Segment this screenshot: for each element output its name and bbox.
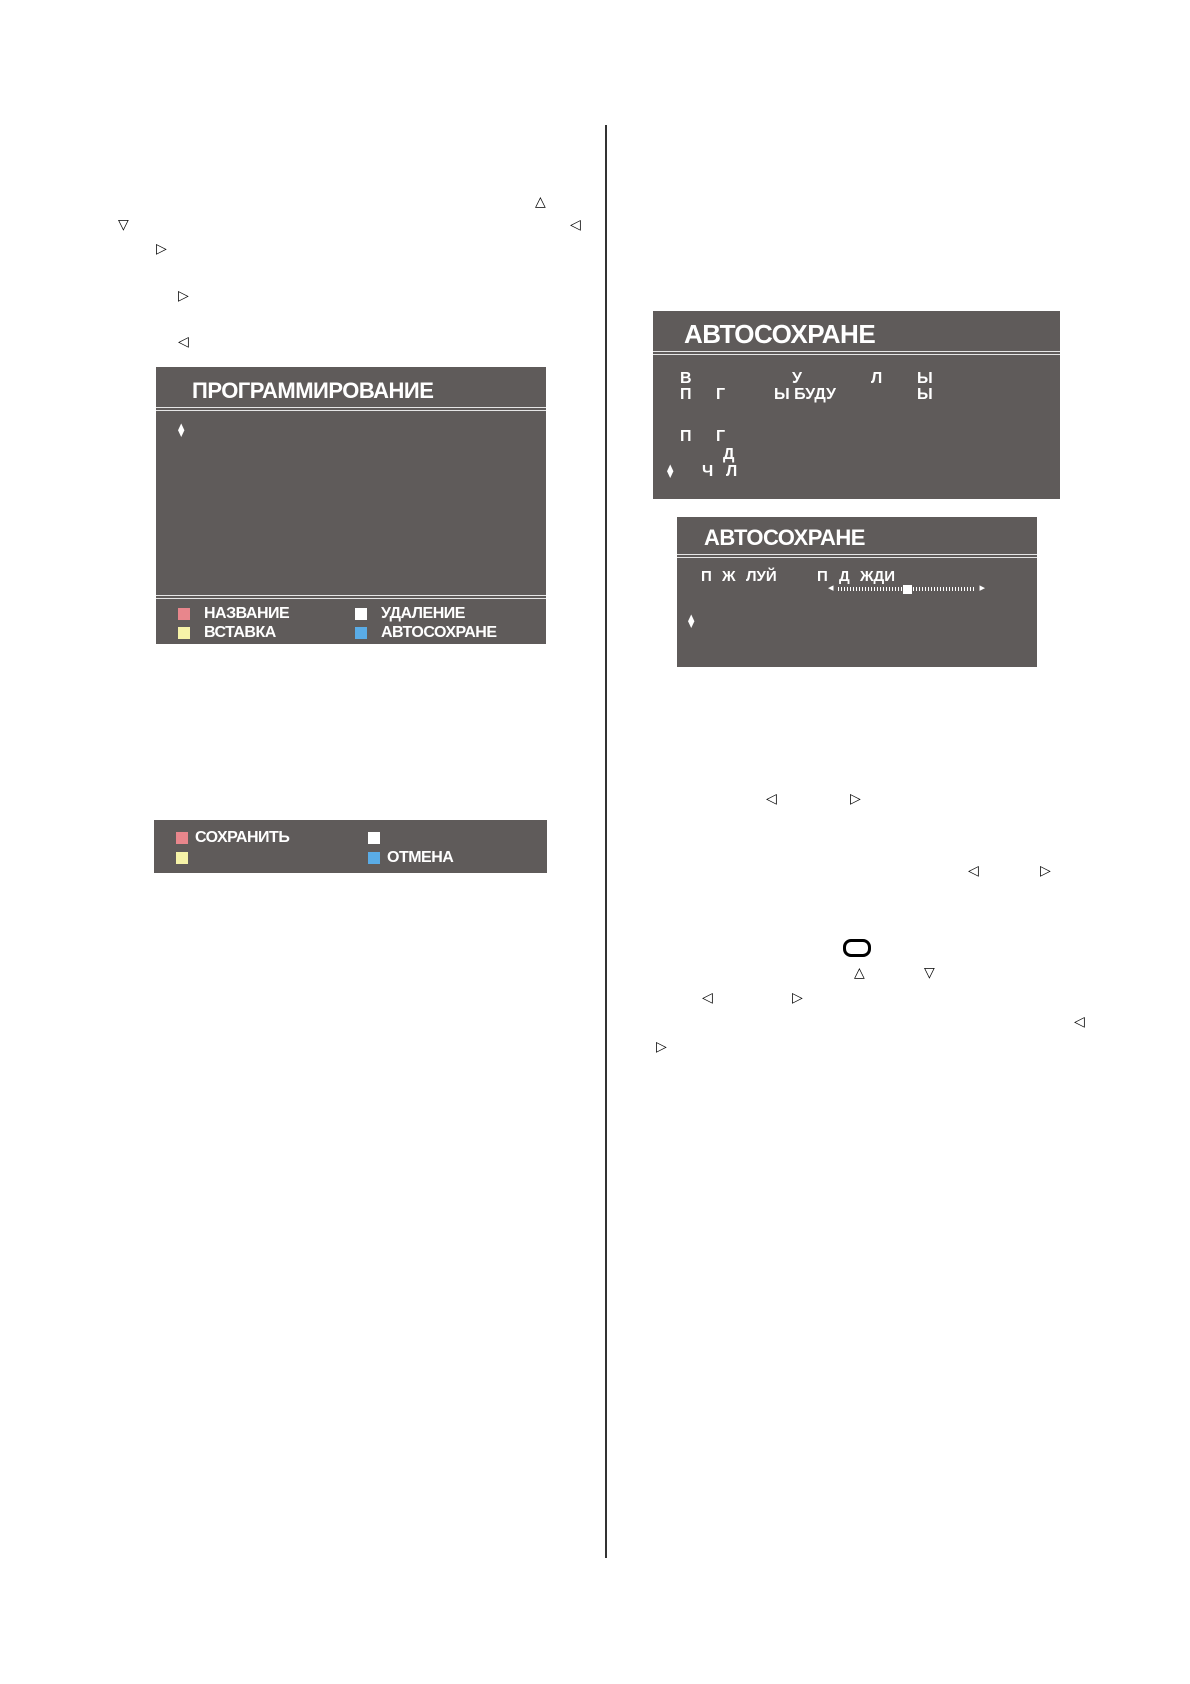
message-char: П: [680, 386, 692, 403]
message-char: Ж: [722, 568, 736, 585]
message-char: ЛУЙ: [746, 568, 777, 585]
yellow-key-icon: [178, 627, 190, 639]
legend-rule-top: [156, 595, 546, 596]
message-char: Ы БУДУ: [774, 386, 836, 403]
yellow-key-icon: [176, 852, 188, 864]
message-char: ЖДИ: [860, 568, 896, 585]
right-arrow-icon: ▷: [156, 241, 167, 257]
message-char: Ы: [917, 370, 933, 387]
title-rule-top: [653, 351, 1060, 352]
legend-label: НАЗВАНИЕ: [204, 605, 290, 622]
message-char: Ы: [917, 386, 933, 403]
legend-label: ВСТАВКА: [204, 624, 276, 641]
message-char: П: [680, 428, 692, 445]
autostore-progress-menu: [677, 517, 1037, 667]
message-char: П: [701, 568, 712, 585]
white-key-icon: [368, 832, 380, 844]
right-arrow-icon: ▷: [178, 288, 189, 304]
autostore-title: АВТОСОХРАНЕ: [684, 319, 876, 349]
tv-icon: [843, 939, 871, 957]
message-char: Л: [871, 370, 883, 387]
legend-label: УДАЛЕНИЕ: [381, 605, 465, 622]
red-key-icon: [178, 608, 190, 620]
left-arrow-icon: ◁: [702, 990, 713, 1006]
cursor-icon: ⧫: [667, 464, 674, 479]
left-arrow-icon: ◁: [570, 217, 581, 233]
legend-label: ОТМЕНА: [387, 849, 454, 866]
left-arrow-icon: ◁: [766, 791, 777, 807]
column-divider: [605, 125, 607, 1558]
message-char: Г: [716, 386, 726, 403]
legend-label: СОХРАНИТЬ: [195, 829, 290, 846]
autostore-menu: [653, 311, 1060, 499]
message-char: У: [792, 370, 802, 387]
left-arrow-icon: ◁: [1074, 1014, 1085, 1030]
down-arrow-icon: ▽: [118, 217, 129, 233]
blue-key-icon: [368, 852, 380, 864]
message-char: Г: [716, 428, 726, 445]
white-key-icon: [355, 608, 367, 620]
progress-slider: [828, 581, 985, 594]
left-arrow-icon: ◁: [968, 863, 979, 879]
blue-key-icon: [355, 627, 367, 639]
title-rule-top: [677, 554, 1037, 555]
title-rule-bottom: [156, 410, 546, 411]
up-arrow-icon: △: [535, 194, 546, 210]
message-char: П: [817, 568, 828, 585]
slider-knob: [902, 584, 913, 595]
message-char: Д: [723, 446, 735, 463]
right-arrow-icon: ▷: [850, 791, 861, 807]
right-arrow-icon: ▷: [792, 990, 803, 1006]
right-arrow-icon: ▷: [1040, 863, 1051, 879]
up-arrow-icon: △: [854, 965, 865, 981]
slider-left-icon: ◂: [828, 581, 834, 594]
right-arrow-icon: ▷: [656, 1039, 667, 1055]
programming-menu: [156, 367, 546, 644]
title-rule-bottom: [677, 557, 1037, 558]
cursor-icon: ⧫: [688, 614, 695, 629]
legend-rule-bottom: [156, 598, 546, 599]
autostore-title: АВТОСОХРАНЕ: [704, 525, 865, 550]
cursor-icon: ⧫: [178, 423, 185, 438]
left-arrow-icon: ◁: [178, 334, 189, 350]
save-cancel-bar: [154, 820, 547, 873]
message-char: Л: [726, 463, 738, 480]
title-rule-bottom: [653, 354, 1060, 355]
legend-label: АВТОСОХРАНЕ: [381, 624, 497, 641]
down-arrow-icon: ▽: [924, 965, 935, 981]
slider-right-icon: ▸: [979, 581, 985, 594]
message-char: В: [680, 370, 692, 387]
programming-title: ПРОГРАММИРОВАНИЕ: [192, 378, 434, 403]
message-char: Ч: [702, 463, 714, 480]
message-char: Д: [839, 568, 850, 585]
red-key-icon: [176, 832, 188, 844]
title-rule-top: [156, 407, 546, 408]
